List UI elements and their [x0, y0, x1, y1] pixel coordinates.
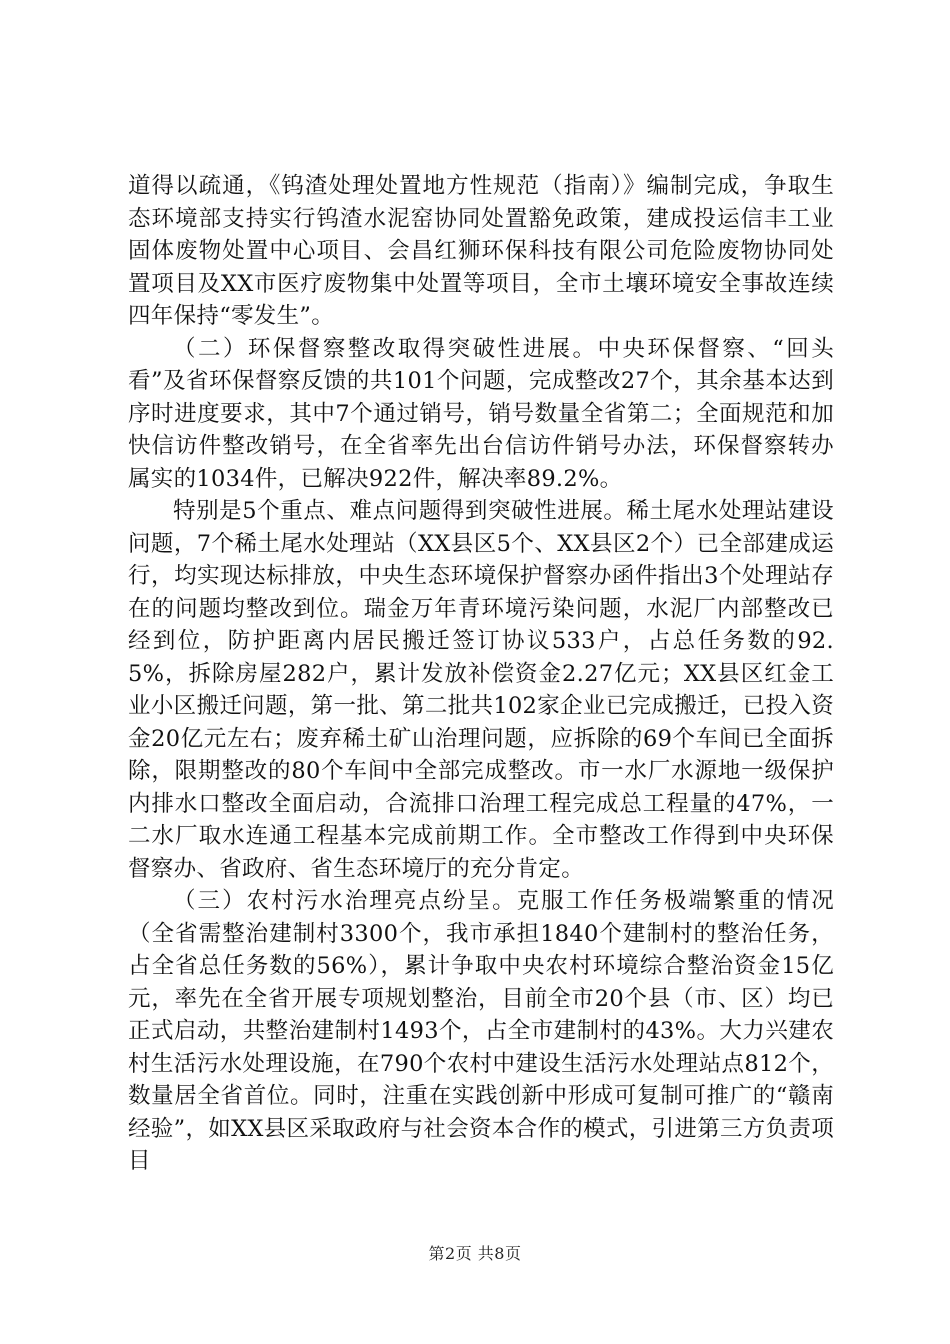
paragraph-key-issues: 特别是5个重点、难点问题得到突破性进展。稀土尾水处理站建设问题，7个稀土尾水处理站（XX县区5个、XX县区2个）已全部建成运行，均实现达标排放，中央生态环境保护督察办函件指出3个处理站存在的问题均整改到位。瑞金万年青环境污染问题，水泥厂内部整改已经到位，防护距离内居民搬迁签订协议533户，占总任务数的92.5%，拆除房屋282户，累计发放补偿资金2.27亿元；XX县区红金工业小区搬迁问题，第一批、第二批共102家企业已完成搬迁，已投入资金20亿元左右；废弃稀土矿山治理问题，应拆除的69个车间已全面拆除，限期整改的80个车间中全部完成整改。市一水厂水源地一级保护内排水口整改全面启动，合流排口治理工程完成总工程量的47%，一二水厂取水连通工程基本完成前期工作。全市整改工作得到中央环保督察办、省政府、省生态环境厅的充分肯定。 [128, 498, 834, 882]
document-body [128, 170, 834, 1178]
paragraph-section-three: （三）农村污水治理亮点纷呈。克服工作任务极端繁重的情况（全省需整治建制村3300个，我市承担1840个建制村的整治任务，占全省总任务数的56%），累计争取中央农村环境综合整治资金15亿元，率先在全省开展专项规划整治，目前全市20个县（市、区）均已正式启动，共整治建制村1493个，占全市建制村的43%。大力兴建农村生活污水处理设施，在790个农村中建设生活污水处理站点812个，数量居全省首位。同时，注重在实践创新中形成可复制可推广的“赣南经验”，如XX县区采取政府与社会资本合作的模式，引进第三方负责项目 [128, 888, 834, 1174]
paragraph-section-two: （二）环保督察整改取得突破性进展。中央环保督察、“回头看”及省环保督察反馈的共101个问题，完成整改27个，其余基本达到序时进度要求，其中7个通过销号，销号数量全省第二；全面规范和加快信访件整改销号，在全省率先出台信访件销号办法，环保督察转办属实的1034件，已解决922件，解决率89.2%。 [128, 335, 834, 492]
paragraph-continuation: 道得以疏通，《钨渣处理处置地方性规范（指南）》编制完成，争取生态环境部支持实行钨渣水泥窑协同处置豁免政策，建成投运信丰工业固体废物处置中心项目、会昌红狮环保科技有限公司危险废物协同处置项目及XX市医疗废物集中处置等项目，全市土壤环境安全事故连续四年保持“零发生”。 [128, 173, 834, 329]
page-footer: 第2页 共8页 [428, 1244, 522, 1263]
